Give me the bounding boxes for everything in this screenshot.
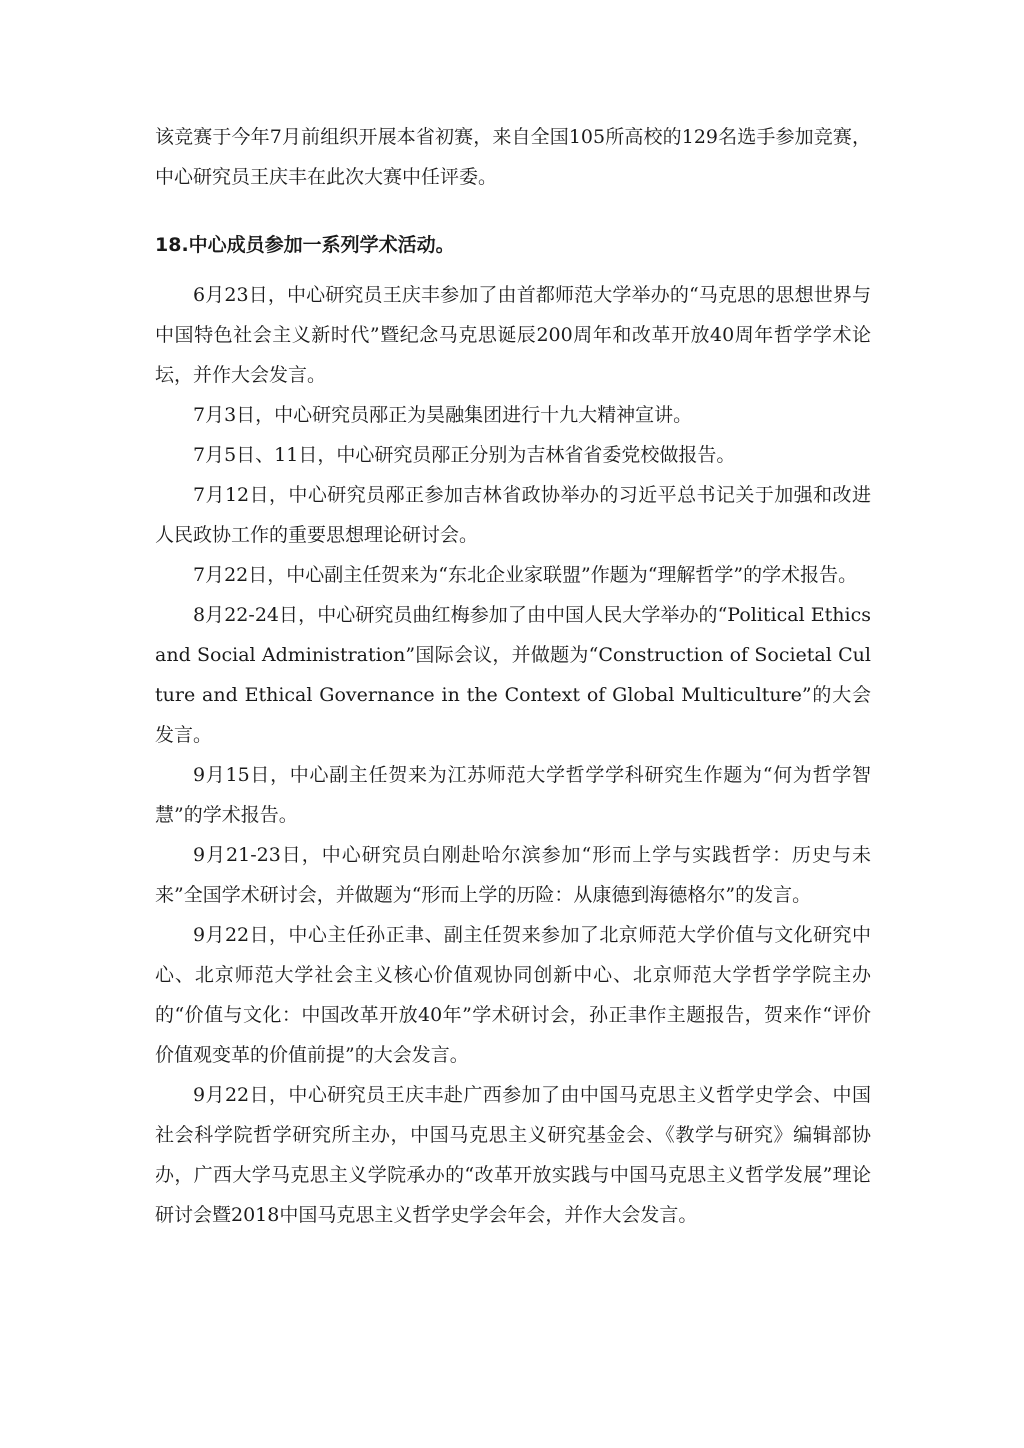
paragraph-july-5-11: 7月5日、11日，中心研究员邴正分别为吉林省省委党校做报告。 bbox=[193, 444, 736, 466]
document-body bbox=[155, 117, 871, 1235]
paragraph-june-23: 6月23日，中心研究员王庆丰参加了由首都师范大学举办的“马克思的思想世界与中国特色社会主义新时代”暨纪念马克思诞辰200周年和改革开放40周年哲学学术论坛，并作大会发言。 bbox=[155, 284, 871, 386]
paragraph-sep-21-23: 9月21-23日，中心研究员白刚赴哈尔滨参加“形而上学与实践哲学：历史与未来”全国学术研讨会，并做题为“形而上学的历险：从康德到海德格尔”的发言。 bbox=[155, 844, 871, 906]
paragraph-sep-22-guangxi: 9月22日，中心研究员王庆丰赴广西参加了由中国马克思主义哲学史学会、中国社会科学院哲学研究所主办，中国马克思主义研究基金会、《教学与研究》编辑部协办，广西大学马克思主义学院承办的“改革开放实践与中国马克思主义哲学发展”理论研讨会暨2018中国马克思主义哲学史学会年会，并作大会发言。 bbox=[155, 1084, 871, 1226]
intro-paragraph: 该竞赛于今年7月前组织开展本省初赛，来自全国105所高校的129名选手参加竞赛，中心研究员王庆丰在此次大赛中任评委。 bbox=[155, 126, 871, 188]
section-heading: 18.中心成员参加一系列学术活动。 bbox=[155, 234, 455, 256]
paragraph-sep-15: 9月15日，中心副主任贺来为江苏师范大学哲学学科研究生作题为“何为哲学智慧”的学术报告。 bbox=[155, 764, 871, 826]
paragraph-july-12: 7月12日，中心研究员邴正参加吉林省政协举办的习近平总书记关于加强和改进人民政协工作的重要思想理论研讨会。 bbox=[155, 484, 871, 546]
paragraph-sep-22-beijing: 9月22日，中心主任孙正聿、副主任贺来参加了北京师范大学价值与文化研究中心、北京师范大学社会主义核心价值观协同创新中心、北京师范大学哲学学院主办的“价值与文化：中国改革开放40年”学术研讨会，孙正聿作主题报告，贺来作“评价价值观变革的价值前提”的大会发言。 bbox=[155, 924, 871, 1066]
paragraph-july-3: 7月3日，中心研究员邴正为昊融集团进行十九大精神宣讲。 bbox=[193, 404, 693, 426]
paragraph-july-22: 7月22日，中心副主任贺来为“东北企业家联盟”作题为“理解哲学”的学术报告。 bbox=[193, 564, 858, 586]
paragraph-aug-22-24: 8月22-24日，中心研究员曲红梅参加了由中国人民大学举办的“Political Ethics and Social Administration”国际会议，并做题为“Construction of Societal Culture and Ethical Governance in the Context of Global Multiculture”的大会发言。 bbox=[155, 604, 871, 746]
